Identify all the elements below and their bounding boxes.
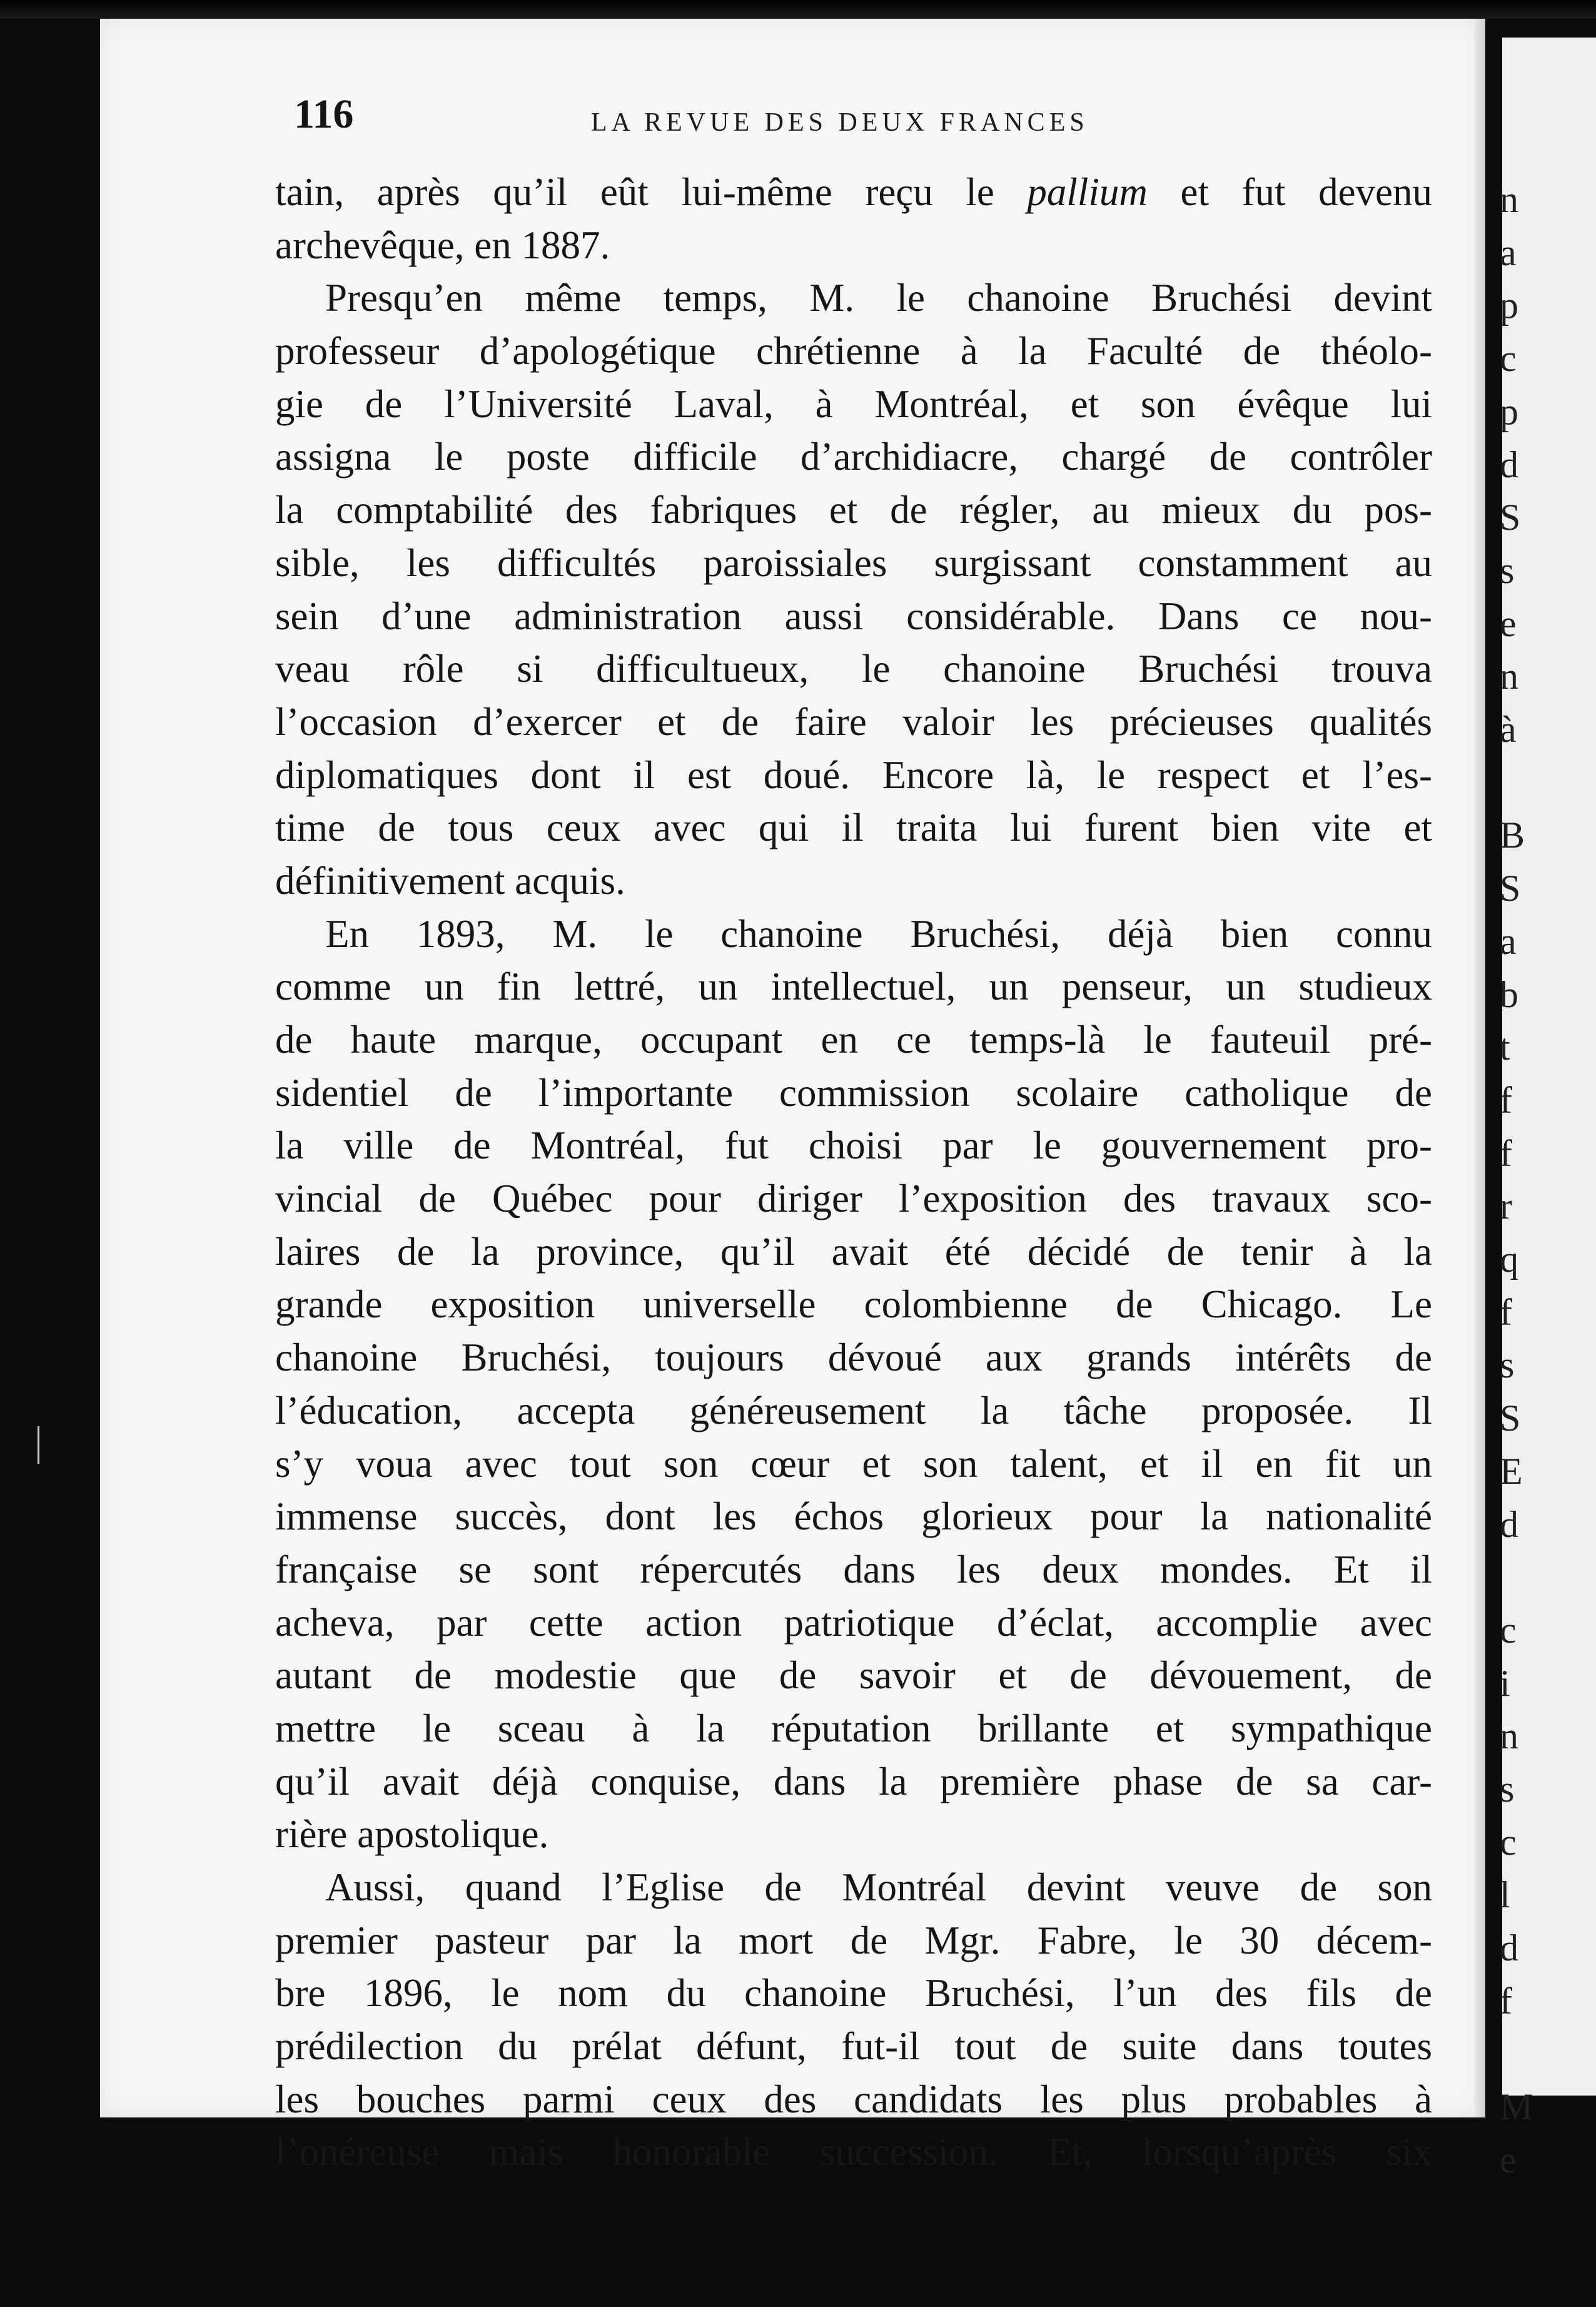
text-line (275, 1331, 1432, 1384)
text-line (275, 590, 1432, 643)
facing-page-fragment: f (1500, 1079, 1512, 1121)
text-line (275, 1649, 1432, 1702)
text-line (275, 1808, 1432, 1861)
text-line (275, 1702, 1432, 1755)
text-line (275, 325, 1432, 378)
text-line (275, 1013, 1432, 1067)
facing-page-fragment: c (1500, 1821, 1517, 1863)
text-line (275, 801, 1432, 854)
text-line (275, 219, 1432, 272)
facing-page-fragment: f (1500, 1291, 1512, 1333)
facing-page-fragment: i (1500, 1662, 1510, 1704)
text-line (275, 537, 1432, 590)
text-line-content: sible, les difficultés paroissiales surgissant constamment au (275, 540, 1432, 585)
text-line-content: archevêque, en 1887. (275, 223, 610, 267)
facing-page-fragment: à (1500, 709, 1517, 750)
facing-page-fragment: q (1500, 1239, 1518, 1280)
text-line-content: gie de l’Université Laval, à Montréal, et son évêque lui (275, 382, 1432, 426)
text-line-content: immense succès, dont les échos glorieux pour la nationalité (275, 1494, 1432, 1539)
text-line (275, 1225, 1432, 1279)
facing-page-fragment: d (1500, 1503, 1518, 1545)
text-line-content: l’occasion d’exercer et de faire valoir les précieuses qualités (275, 699, 1432, 744)
text-line-content: time de tous ceux avec qui il traita lui furent bien vite et (275, 806, 1432, 850)
text-line-content: tain, après qu’il eût lui-même reçu le (275, 170, 1028, 214)
text-line-content: professeur d’apologétique chrétienne à la Faculté de théolo- (275, 329, 1432, 373)
facing-page-fragment: d (1500, 444, 1518, 485)
text-line-content: bre 1896, le nom du chanoine Bruchési, l’un des fils de (275, 1971, 1432, 2015)
text-line-content: laires de la province, qu’il avait été décidé de tenir à la (275, 1229, 1432, 1274)
facing-page-fragment: t (1500, 1027, 1510, 1068)
facing-page-fragment: a (1500, 231, 1517, 273)
facing-page-fragment: B (1500, 814, 1525, 856)
page-number: 116 (294, 91, 354, 137)
text-line (275, 166, 1432, 219)
facing-page-fragment: n (1500, 179, 1518, 220)
text-line (275, 430, 1432, 484)
text-line (275, 1067, 1432, 1120)
text-line (275, 1596, 1432, 1650)
text-line-content: sein d’une administration aussi considérable. Dans ce nou- (275, 594, 1432, 638)
text-line (275, 2126, 1432, 2179)
text-line-content: l’onéreuse mais honorable succession. Et, lorsqu’après six (275, 2130, 1432, 2174)
facing-page-fragment: c (1500, 1609, 1517, 1651)
facing-page-fragment: S (1500, 868, 1521, 910)
text-line (275, 1119, 1432, 1172)
text-line (275, 1914, 1432, 1967)
text-line-content: assigna le poste difficile d’archidiacre, chargé de contrôler (275, 435, 1432, 479)
text-line-content: comme un fin lettré, un intellectuel, un penseur, un studieux (275, 965, 1432, 1009)
page-edge-mark (38, 1426, 71, 1464)
facing-page-edge (1500, 38, 1596, 2181)
facing-page-fragment: s (1500, 1344, 1515, 1386)
text-line-content: mettre le sceau à la réputation brillante et sympathique (275, 1706, 1432, 1750)
text-line-content: diplomatiques dont il est doué. Encore là, le respect et l’es- (275, 753, 1432, 797)
text-line (275, 378, 1432, 431)
facing-page-fragment: p (1500, 390, 1518, 432)
facing-page-fragment: M (1500, 2086, 1533, 2128)
text-line-content: veau rôle si difficultueux, le chanoine Bruchési trouva (275, 647, 1432, 691)
text-line-content: de haute marque, occupant en ce temps-là le fauteuil pré- (275, 1018, 1432, 1062)
text-line-content: En 1893, M. le chanoine Bruchési, déjà bien connu (325, 911, 1432, 956)
text-line-content: acheva, par cette action patriotique d’éclat, accomplie avec (275, 1600, 1432, 1645)
facing-page-fragment: e (1500, 602, 1517, 644)
text-line-content: la comptabilité des fabriques et de régler, au mieux du pos- (275, 488, 1432, 532)
body-text (275, 166, 1432, 2179)
text-line-content: l’éducation, accepta généreusement la tâche proposée. Il (275, 1388, 1432, 1432)
text-line-content: autant de modestie que de savoir et de dévouement, de (275, 1653, 1432, 1698)
text-line (275, 1437, 1432, 1491)
text-line (275, 749, 1432, 802)
text-line (275, 1967, 1432, 2020)
text-line (275, 2020, 1432, 2073)
text-line (275, 908, 1432, 961)
facing-page-fragment: E (1500, 1450, 1523, 1492)
text-line-content: prédilection du prélat défunt, fut-il tout de suite dans toutes (275, 2024, 1432, 2069)
facing-page-fragment: d (1500, 1927, 1518, 1969)
facing-page-fragment: n (1500, 1715, 1518, 1757)
text-line-content: la ville de Montréal, fut choisi par le gouvernement pro- (275, 1123, 1432, 1168)
text-line (275, 271, 1432, 325)
facing-page-fragment: S (1500, 1397, 1521, 1439)
text-line-content: vincial de Québec pour diriger l’exposition des travaux sco- (275, 1177, 1432, 1221)
text-line-content: chanoine Bruchési, toujours dévoué aux grands intérêts de (275, 1336, 1432, 1380)
text-line-content: rière apostolique. (275, 1812, 549, 1857)
text-line-content: premier pasteur par la mort de Mgr. Fabre, le 30 décem- (275, 1918, 1432, 1962)
text-line (275, 1861, 1432, 1914)
text-line (275, 1172, 1432, 1225)
text-line (275, 960, 1432, 1013)
text-line (275, 2073, 1432, 2126)
facing-page-fragment: S (1500, 497, 1521, 539)
text-line (275, 642, 1432, 696)
text-line (275, 1543, 1432, 1596)
text-line-content: s’y voua avec tout son cœur et son talent, et il en fit un (275, 1441, 1432, 1486)
text-line (275, 1490, 1432, 1543)
text-line-content: et fut devenu (1147, 170, 1432, 214)
facing-page-fragment: n (1500, 656, 1518, 697)
text-line (275, 1384, 1432, 1437)
facing-page-fragment: s (1500, 1768, 1515, 1810)
text-line (275, 1278, 1432, 1331)
facing-page-fragment: r (1500, 1185, 1512, 1227)
facing-page-fragment: c (1500, 338, 1517, 380)
text-line-content: sidentiel de l’importante commission scolaire catholique de (275, 1070, 1432, 1115)
text-line-content: définitivement acquis. (275, 858, 625, 903)
text-line-content: qu’il avait déjà conquise, dans la première phase de sa car- (275, 1759, 1432, 1803)
running-head: LA REVUE DES DEUX FRANCES (591, 108, 1089, 137)
text-line (275, 484, 1432, 537)
text-line-content: française se sont répercutés dans les deux mondes. Et il (275, 1547, 1432, 1591)
italic-term: pallium (1027, 170, 1148, 214)
text-line-content: Presqu’en même temps, M. le chanoine Bruchési devint (325, 276, 1432, 320)
facing-page-fragment: e (1500, 2139, 1517, 2181)
facing-page-fragment: p (1500, 285, 1518, 327)
facing-page-fragment: s (1500, 549, 1515, 591)
text-line-content: les bouches parmi ceux des candidats les plus probables à (275, 2077, 1432, 2121)
text-line (275, 1755, 1432, 1808)
facing-page-fragment: l (1500, 1874, 1510, 1916)
text-line (275, 854, 1432, 908)
facing-page-fragment: f (1500, 1980, 1512, 2022)
facing-page-fragment: f (1500, 1132, 1512, 1174)
facing-page-fragment: a (1500, 920, 1517, 962)
facing-page-fragment: b (1500, 973, 1518, 1015)
text-line-content: grande exposition universelle colombienne de Chicago. Le (275, 1282, 1432, 1327)
text-line (275, 696, 1432, 749)
text-line-content: Aussi, quand l’Eglise de Montréal devint veuve de son (325, 1865, 1432, 1909)
